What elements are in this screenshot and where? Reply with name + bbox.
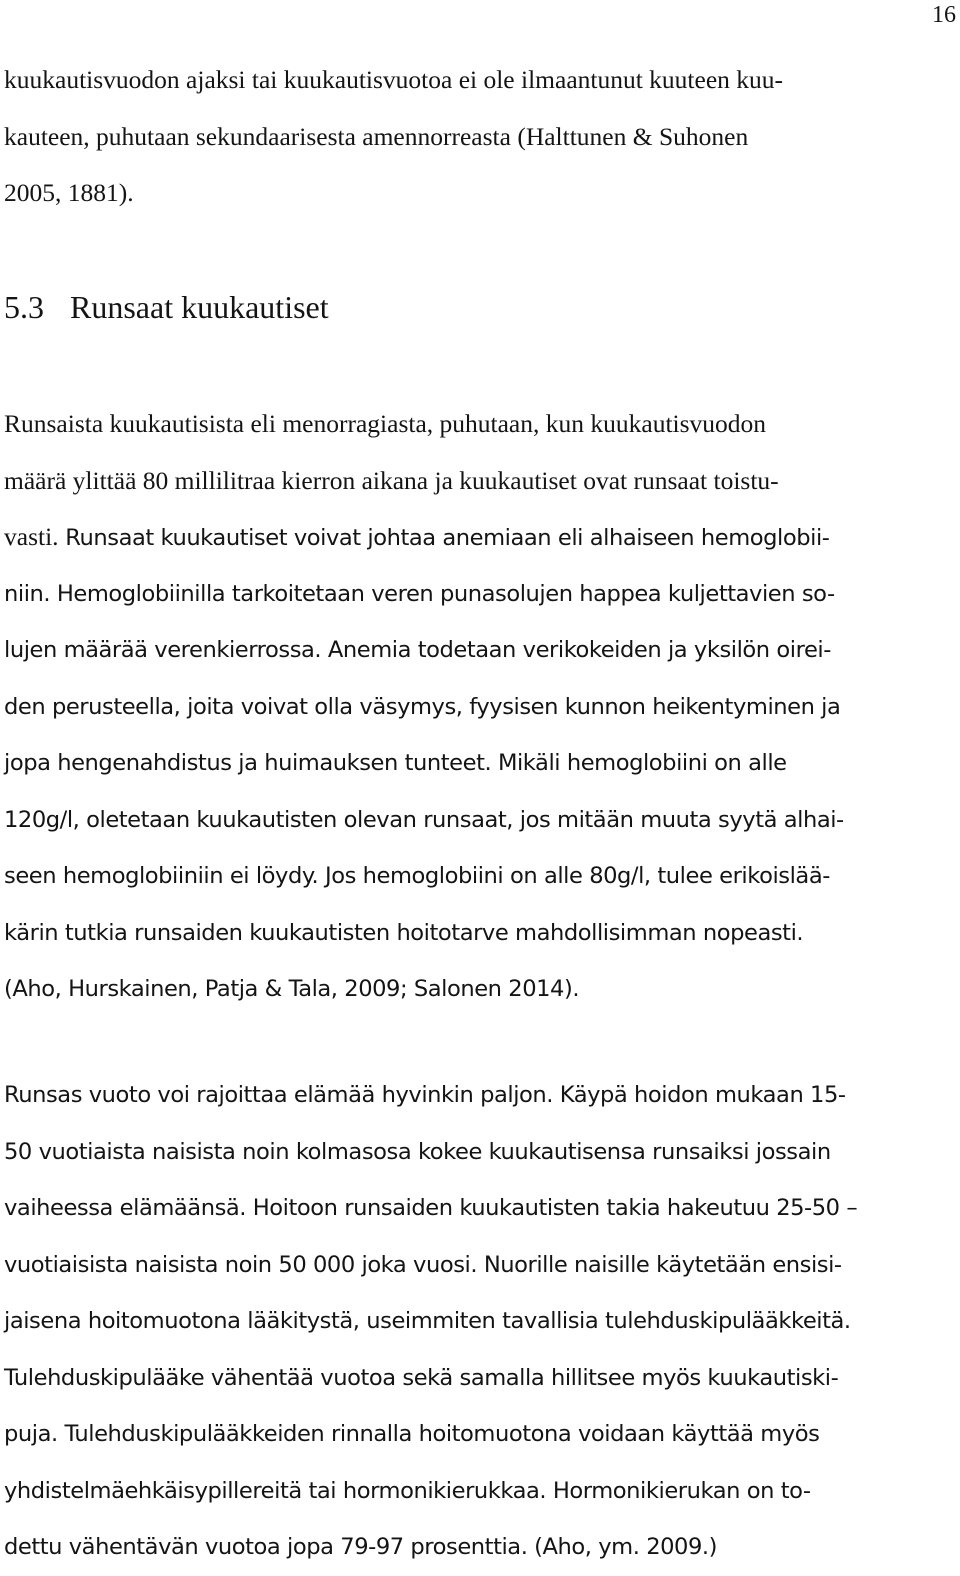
text-line: 50 vuotiaista naisista noin kolmasosa kokee kuukautisensa runsaiksi jossain	[4, 1138, 831, 1165]
paragraph-heavy-bleeding-treatment	[4, 1067, 857, 1576]
paragraph-amenorrhea-end	[4, 52, 783, 222]
section-heading	[4, 283, 329, 331]
text-line: Runsaista kuukautisista eli menorragiasta, puhutaan, kun kuukautisvuodon	[4, 409, 767, 438]
text-line: yhdistelmäehkäisypillereitä tai hormonikierukkaa. Hormonikierukan on to-	[4, 1477, 811, 1504]
text-line: Tulehduskipulääke vähentää vuotoa sekä samalla hillitsee myös kuukautiski-	[4, 1364, 839, 1391]
text-line: puja. Tulehduskipulääkkeiden rinnalla hoitomuotona voidaan käyttää myös	[4, 1421, 820, 1447]
text-line: määrä ylittää 80 millilitraa kierron aikana ja kuukautiset ovat runsaat toistu-	[4, 465, 779, 495]
text-line: (Aho, Hurskainen, Patja & Tala, 2009; Salonen 2014).	[4, 976, 580, 1002]
text-line: niin. Hemoglobiinilla tarkoitetaan veren punasolujen happea kuljettavien so-	[4, 580, 835, 607]
text-line: kauteen, puhutaan sekundaarisesta amennorreasta (Halttunen & Suhonen	[4, 121, 749, 151]
text-line: jopa hengenahdistus ja huimauksen tunteet. Mikäli hemoglobiini on alle	[4, 750, 787, 776]
text-line	[4, 509, 844, 566]
text-line: vaiheessa elämäänsä. Hoitoon runsaiden kuukautisten takia hakeutuu 25-50 –	[4, 1195, 858, 1221]
text-line: kärin tutkia runsaiden kuukautisten hoitotarve mahdollisimman nopeasti.	[4, 919, 804, 946]
text-line: den perusteella, joita voivat olla väsymys, fyysisen kunnon heikentyminen ja	[4, 693, 841, 720]
page-number: 16	[932, 2, 956, 28]
text-line: seen hemoglobiiniin ei löydy. Jos hemoglobiini on alle 80g/l, tulee erikoislää-	[4, 863, 830, 889]
section-number: 5.3	[4, 289, 44, 325]
text-line: vuotiaisista naisista noin 50 000 joka vuosi. Nuorille naisille käytetään ensisi-	[4, 1251, 842, 1278]
text-line: jaisena hoitomuotona lääkitystä, useimmiten tavallisia tulehduskipulääkkeitä.	[4, 1308, 851, 1334]
text-line: 120g/l, oletetaan kuukautisten olevan runsaat, jos mitään muuta syytä alhai-	[4, 806, 844, 833]
text-line: Runsas vuoto voi rajoittaa elämää hyvinkin paljon. Käypä hoidon mukaan 15-	[4, 1082, 846, 1108]
text-segment: vasti.	[4, 522, 59, 551]
section-title: Runsaat kuukautiset	[70, 289, 329, 325]
paragraph-menorrhagia	[4, 396, 844, 1018]
text-line: 2005, 1881).	[4, 178, 134, 207]
text-segment: Runsaat kuukautiset voivat johtaa anemiaan eli alhaiseen hemoglobii-	[58, 525, 830, 551]
text-line: lujen määrää verenkierrossa. Anemia todetaan verikokeiden ja yksilön oirei-	[4, 637, 831, 663]
text-line: kuukautisvuodon ajaksi tai kuukautisvuotoa ei ole ilmaantunut kuuteen kuu-	[4, 65, 784, 94]
text-line: dettu vähentävän vuotoa jopa 79-97 prosenttia. (Aho, ym. 2009.)	[4, 1534, 717, 1560]
